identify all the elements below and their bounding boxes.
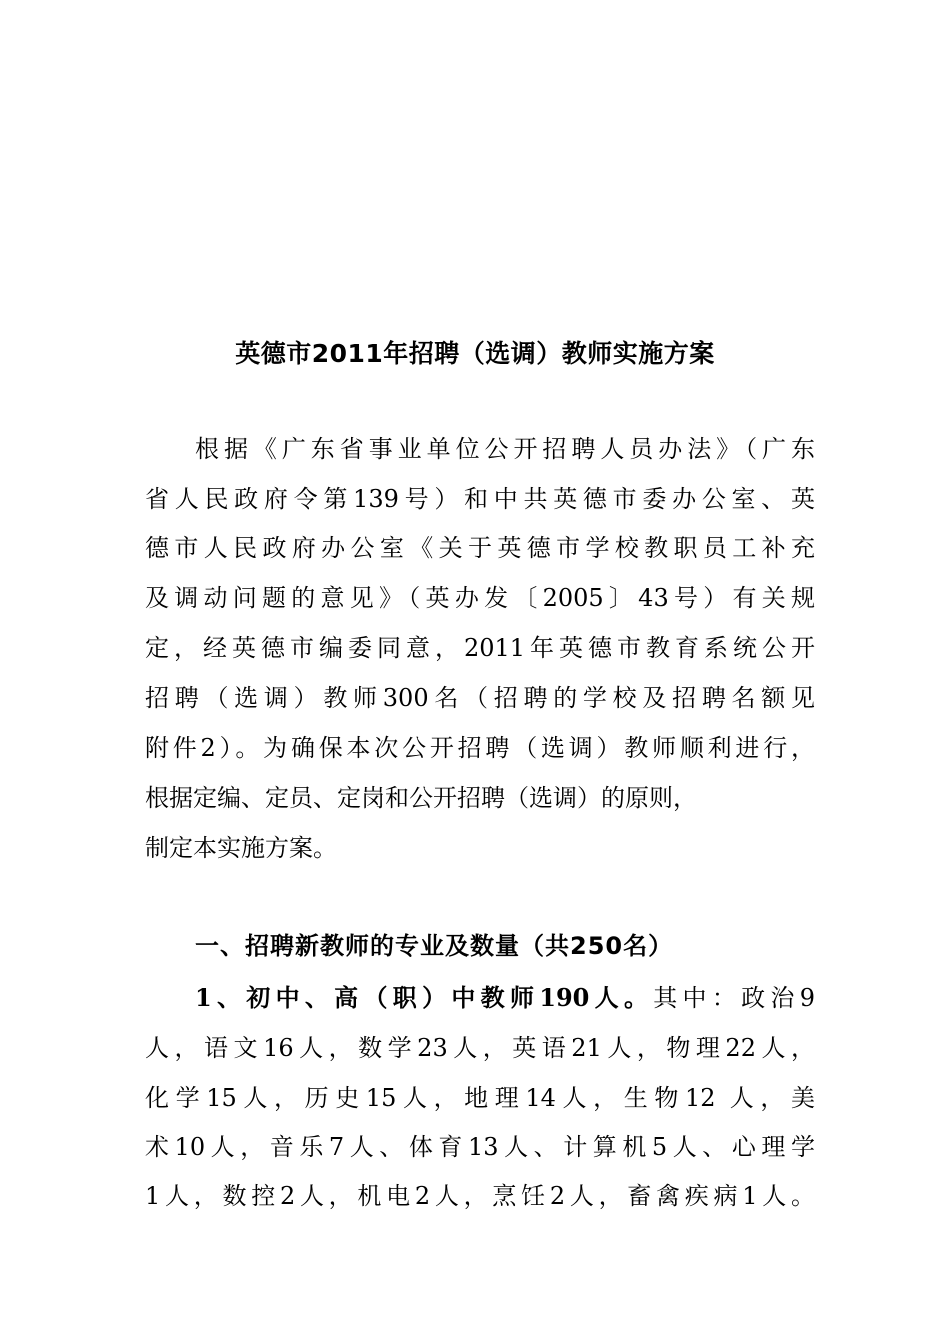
item-1-line-4: 术10人，音乐7人、体育13人、计算机5人、心理学: [145, 1133, 815, 1161]
intro-line-8: 根据定编、定员、定岗和公开招聘（选调）的原则，: [145, 784, 697, 812]
item-1-line-5: 1人，数控2人，机电2人，烹饪2人，畜禽疾病1人。: [145, 1182, 815, 1210]
item-1-line-3: 化学15人，历史15人，地理14人，生物12 人，美: [145, 1084, 815, 1112]
item-1-lead: 1、初中、高（职）中教师190人。: [195, 983, 654, 1012]
intro-line-6: 招聘（选调）教师300名（招聘的学校及招聘名额见: [145, 684, 815, 712]
intro-line-9: 制定本实施方案。: [145, 834, 337, 862]
intro-line-5: 定，经英德市编委同意，2011年英德市教育系统公开: [145, 634, 815, 662]
section-heading-1: 一、招聘新教师的专业及数量（共250名）: [195, 932, 674, 960]
intro-line-7: 附件2）。为确保本次公开招聘（选调）教师顺利进行，: [145, 734, 815, 762]
item-1-line-2: 人，语文16人，数学23人，英语21人，物理22人，: [145, 1034, 815, 1062]
document-title: 英德市2011年招聘（选调）教师实施方案: [235, 339, 715, 368]
item-1-first-line: [195, 983, 815, 1013]
intro-line-3: 德市人民政府办公室《关于英德市学校教职员工补充: [145, 534, 815, 562]
item-1-lead-rest: 其中：政治9: [653, 984, 815, 1012]
intro-line-2: 省人民政府令第139号）和中共英德市委办公室、英: [145, 485, 815, 513]
intro-line-1: 根据《广东省事业单位公开招聘人员办法》（广东: [195, 435, 815, 463]
intro-line-4: 及调动问题的意见》（英办发〔2005〕43号）有关规: [145, 584, 815, 612]
